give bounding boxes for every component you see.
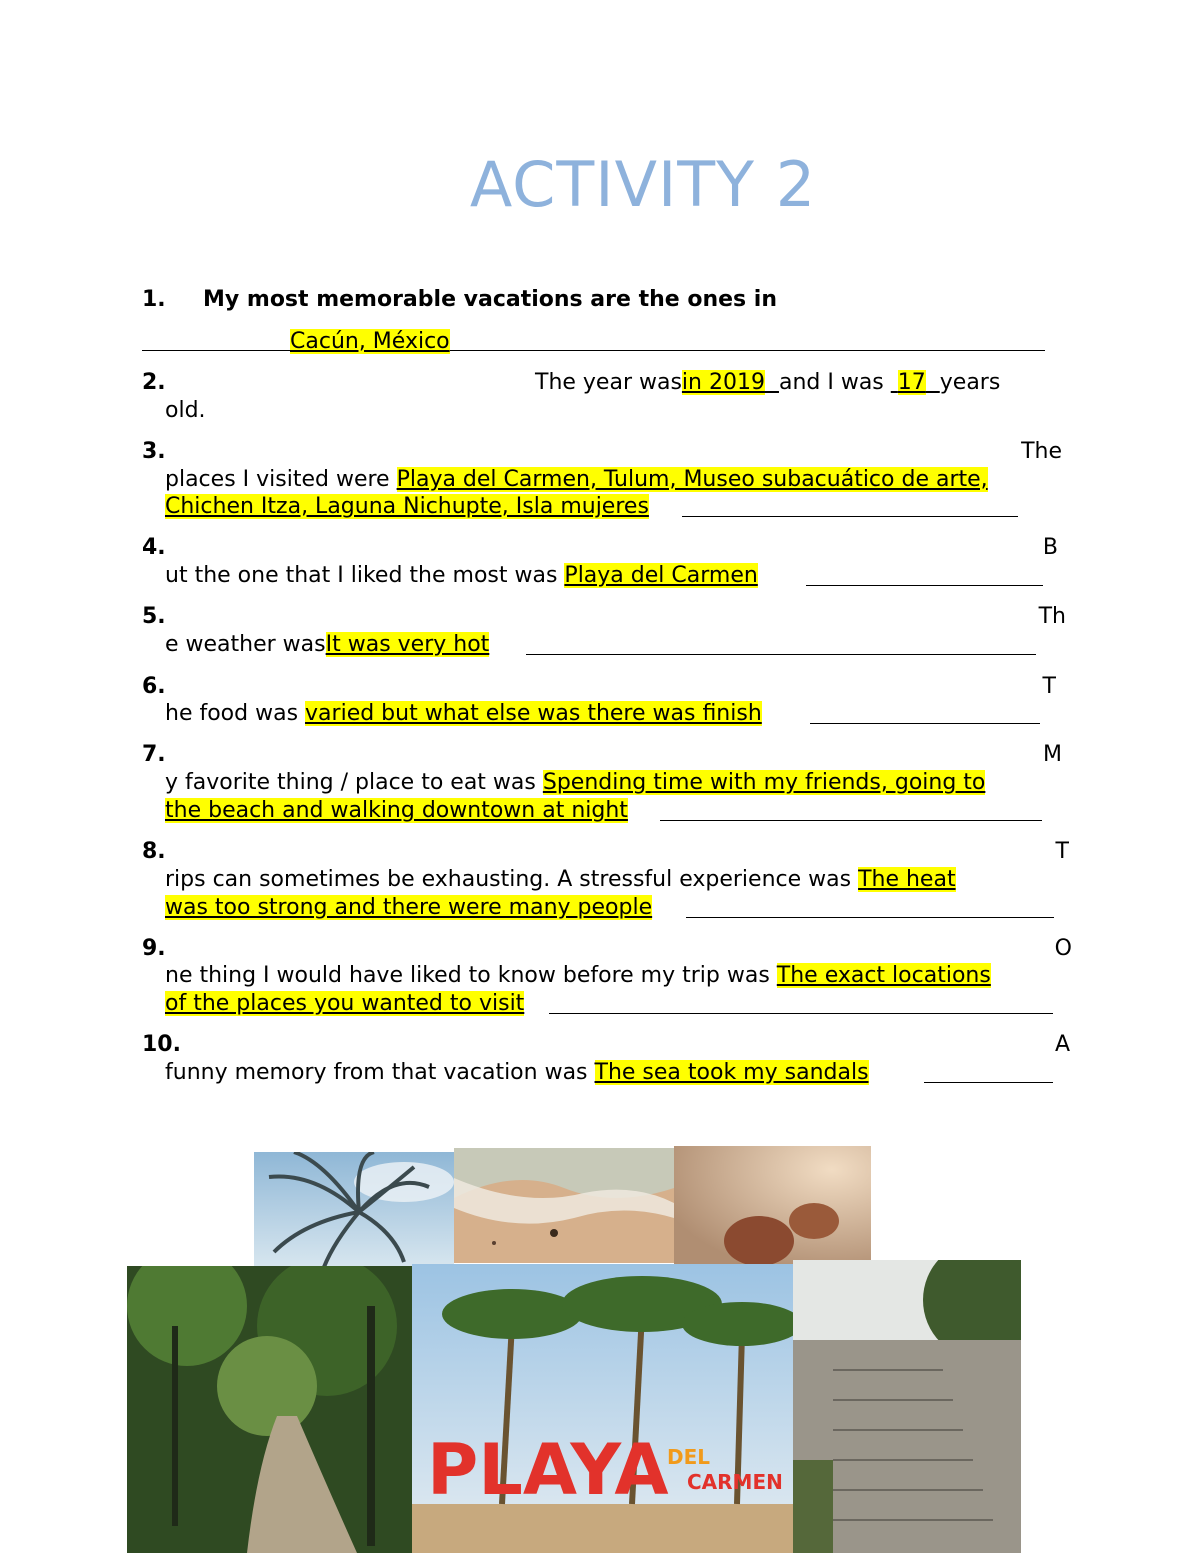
q3-answer-line bbox=[682, 516, 1018, 517]
stone-stairs-photo bbox=[793, 1260, 1021, 1553]
jungle-path-photo bbox=[127, 1266, 412, 1553]
question-number: 4. bbox=[142, 535, 166, 560]
q8-sentence: rips can sometimes be exhausting. A stressful experience was The heat bbox=[165, 867, 956, 892]
q10-answer-line bbox=[924, 1082, 1053, 1083]
q3-edge-text: The bbox=[1021, 439, 1062, 464]
question-number: 3. bbox=[142, 439, 166, 464]
q1-prompt: My most memorable vacations are the ones in bbox=[203, 287, 777, 312]
q6-sentence: he food was varied but what else was there was finish bbox=[165, 701, 762, 726]
q8-answer-continued[interactable]: was too strong and there were many people bbox=[165, 895, 653, 920]
q8-answer-line bbox=[686, 917, 1054, 918]
question-number: 5. bbox=[142, 604, 166, 629]
sand-photo bbox=[674, 1146, 871, 1264]
q9-answer-line bbox=[549, 1013, 1053, 1014]
q7-answer-line bbox=[660, 820, 1042, 821]
q5-answer[interactable]: It was very hot bbox=[325, 632, 490, 657]
question-number: 9. bbox=[142, 936, 166, 961]
q10-sentence: funny memory from that vacation was The sea took my sandals bbox=[165, 1060, 869, 1085]
q2-answer-year[interactable]: in 2019 bbox=[681, 370, 765, 395]
q7-answer[interactable]: Spending time with my friends, going to bbox=[542, 770, 986, 795]
q7-sentence: y favorite thing / place to eat was Spending time with my friends, going to bbox=[165, 770, 986, 795]
q8-answer[interactable]: The heat bbox=[858, 867, 956, 892]
q1-answer[interactable]: Cacún, México bbox=[290, 329, 450, 354]
q4-sentence: ut the one that I liked the most was Playa del Carmen bbox=[165, 563, 758, 588]
q3-sentence: places I visited were Playa del Carmen, Tulum, Museo subacuático de arte, bbox=[165, 467, 988, 492]
sign-text-small-2: CARMEN bbox=[687, 1470, 783, 1494]
q2-sentence: The year wasin 2019 and I was 17 years bbox=[535, 370, 1001, 395]
question-number: 7. bbox=[142, 742, 166, 767]
playa-del-carmen-sign-photo bbox=[412, 1264, 793, 1553]
beach-waves-photo bbox=[454, 1148, 674, 1263]
q10-answer[interactable]: The sea took my sandals bbox=[594, 1060, 869, 1085]
q10-edge-text: A bbox=[1054, 1032, 1070, 1057]
question-number: 2. bbox=[142, 370, 166, 395]
q3-answer-continued[interactable]: Chichen Itza, Laguna Nichupte, Isla mujeres bbox=[165, 494, 649, 519]
q9-edge-text: O bbox=[1054, 936, 1072, 961]
q5-sentence: e weather wasIt was very hot bbox=[165, 632, 490, 657]
question-number: 1. bbox=[142, 287, 166, 312]
q8-edge-text: T bbox=[1055, 839, 1069, 864]
q5-edge-text: Th bbox=[1038, 604, 1066, 629]
q5-answer-line bbox=[526, 654, 1036, 655]
page-title: ACTIVITY 2 bbox=[469, 148, 817, 221]
q9-answer[interactable]: The exact locations bbox=[776, 963, 991, 988]
palm-sky-photo bbox=[254, 1152, 454, 1267]
q4-answer-line bbox=[806, 585, 1043, 586]
q6-answer-line bbox=[810, 723, 1040, 724]
question-number: 6. bbox=[142, 674, 166, 699]
q3-answer[interactable]: Playa del Carmen, Tulum, Museo subacuático de arte, bbox=[396, 467, 988, 492]
q1-answer-line bbox=[142, 350, 1045, 351]
sign-text-small: DEL bbox=[667, 1445, 711, 1469]
q4-answer[interactable]: Playa del Carmen bbox=[564, 563, 758, 588]
q6-edge-text: T bbox=[1042, 674, 1056, 699]
question-number: 10. bbox=[142, 1032, 181, 1057]
q6-answer[interactable]: varied but what else was there was finish bbox=[305, 701, 762, 726]
q2-answer-age[interactable]: 17 bbox=[897, 370, 926, 395]
sign-text: PLAYA bbox=[427, 1429, 669, 1511]
q4-edge-text: B bbox=[1042, 535, 1058, 560]
q9-answer-continued[interactable]: of the places you wanted to visit bbox=[165, 991, 525, 1016]
q9-sentence: ne thing I would have liked to know before my trip was The exact locations bbox=[165, 963, 991, 988]
q2-sentence-end: old. bbox=[165, 398, 206, 423]
q7-answer-continued[interactable]: the beach and walking downtown at night bbox=[165, 798, 628, 823]
question-number: 8. bbox=[142, 839, 166, 864]
q7-edge-text: M bbox=[1043, 742, 1062, 767]
